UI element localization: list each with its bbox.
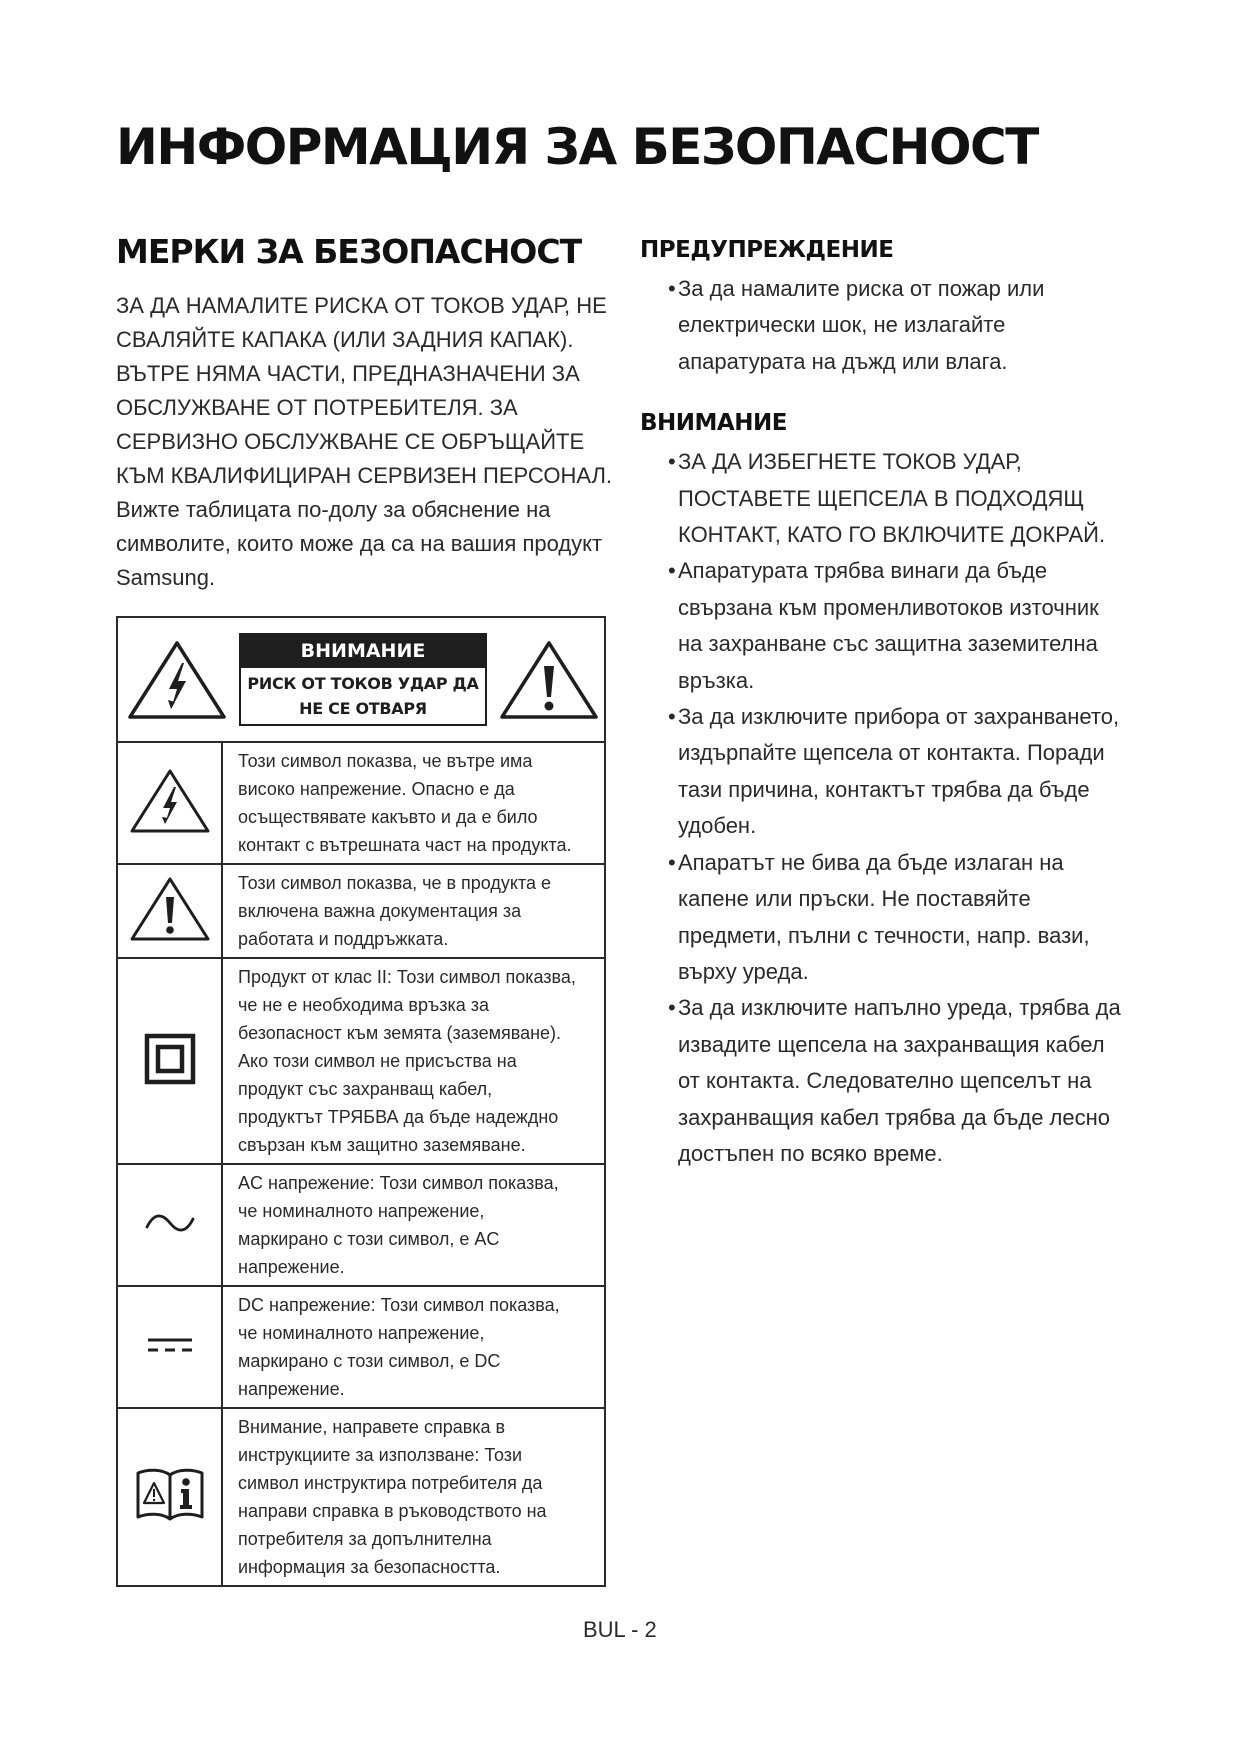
symbol-icon-cell — [117, 1164, 222, 1286]
description-line: информация за безопасността. — [238, 1557, 501, 1577]
description-line: Ако този символ не присъства на — [238, 1051, 517, 1071]
symbol-description — [222, 1164, 605, 1286]
intro-line: Samsung. — [116, 565, 216, 590]
description-line: DC напрежение: Този символ показва, — [238, 1295, 560, 1315]
description-line: маркирано с този символ, е DC — [238, 1351, 501, 1371]
caution-text — [241, 668, 485, 724]
description-line: направи справка в ръководството на — [238, 1501, 547, 1521]
item-line: извадите щепсела на захранващия кабел — [678, 1031, 1105, 1057]
warnings-column — [640, 233, 1140, 1172]
description-line: че не е необходима връзка за — [238, 995, 490, 1015]
bullet-icon: • — [668, 995, 676, 1021]
exclamation-triangle-icon — [128, 875, 212, 943]
symbols-table — [116, 616, 606, 1587]
page-title: ИНФОРМАЦИЯ ЗА БЕЗОПАСНОСТ — [116, 118, 1038, 176]
description-line: осъществявате какъвто и да е било — [238, 807, 538, 827]
symbol-icon-cell — [117, 742, 222, 864]
item-line: удобен. — [678, 813, 757, 839]
table-row — [117, 1164, 605, 1286]
warning-title: ПРЕДУПРЕЖДЕНИЕ — [640, 237, 894, 263]
item-line: капене или пръски. Не поставяйте — [678, 886, 1031, 912]
symbol-description — [222, 742, 605, 864]
item-line: издърпайте щепсела от контакта. Поради — [678, 740, 1105, 766]
description-line: символ инструктира потребителя да — [238, 1473, 543, 1493]
item-line: ЗА ДА ИЗБЕГНЕТЕ ТОКОВ УДАР, — [678, 449, 1022, 475]
table-header-row — [117, 617, 605, 742]
table-row — [117, 864, 605, 958]
dc-lines-icon — [146, 1335, 194, 1355]
intro-line: СВАЛЯЙТЕ КАПАКА (ИЛИ ЗАДНИЯ КАПАК). — [116, 327, 574, 352]
bullet-icon: • — [668, 449, 676, 475]
description-line: високо напрежение. Опасно е да — [238, 779, 515, 799]
item-line: от контакта. Следователно щепселът на — [678, 1068, 1092, 1094]
symbol-icon-cell — [117, 958, 222, 1164]
symbol-description — [222, 864, 605, 958]
lightning-triangle-icon — [126, 639, 228, 721]
caution-list — [640, 444, 1140, 1172]
ac-wave-icon — [144, 1211, 196, 1235]
item-line: За да намалите риска от пожар или — [678, 276, 1045, 301]
list-item — [640, 444, 1140, 553]
intro-paragraph — [116, 289, 616, 595]
symbol-icon-cell — [117, 864, 222, 958]
intro-line: ОБСЛУЖВАНЕ ОТ ПОТРЕБИТЕЛЯ. ЗА — [116, 395, 518, 420]
lightning-triangle-icon — [128, 767, 212, 835]
table-row — [117, 1286, 605, 1408]
item-line: Апаратът не бива да бъде излаган на — [678, 849, 1064, 875]
item-line: върху уреда. — [678, 958, 809, 984]
item-line: апаратурата на дъжд или влага. — [678, 348, 1008, 374]
item-line: достъпен по всяко време. — [678, 1140, 943, 1166]
description-line: Продукт от клас II: Този символ показва, — [238, 967, 576, 987]
description-line: потребителя за допълнителна — [238, 1529, 492, 1549]
list-item — [640, 271, 1140, 380]
description-line: напрежение. — [238, 1257, 345, 1277]
item-line: връзка. — [678, 667, 755, 693]
item-line: КОНТАКТ, КАТО ГО ВКЛЮЧИТЕ ДОКРАЙ. — [678, 522, 1106, 548]
double-square-icon — [144, 1033, 196, 1085]
intro-line: СЕРВИЗНО ОБСЛУЖВАНЕ СЕ ОБРЪЩАЙТЕ — [116, 429, 585, 454]
page-number: BUL - 2 — [583, 1617, 657, 1642]
intro-line: КЪМ КВАЛИФИЦИРАН СЕРВИЗЕН ПЕРСОНАЛ. — [116, 463, 613, 488]
item-line: свързана към променливотоков източник — [678, 594, 1099, 620]
caution-text-line: РИСК ОТ ТОКОВ УДАР ДА — [247, 674, 479, 693]
caution-header-cell — [117, 617, 605, 742]
description-line: Този символ показва, че вътре има — [238, 751, 533, 771]
item-line: на захранване със защитна заземителна — [678, 631, 1098, 657]
list-item — [640, 990, 1140, 1172]
item-line: За да изключите напълно уреда, трябва да — [678, 995, 1121, 1021]
description-line: работата и поддръжката. — [238, 929, 449, 949]
description-line: свързан към защитно заземяване. — [238, 1135, 526, 1155]
list-item — [640, 699, 1140, 845]
description-line: Този символ показва, че в продукта е — [238, 873, 552, 893]
description-line: продукт със захранващ кабел, — [238, 1079, 493, 1099]
bullet-icon: • — [668, 704, 676, 730]
description-line: че номиналното напрежение, — [238, 1201, 485, 1221]
description-line: че номиналното напрежение, — [238, 1323, 485, 1343]
symbol-description — [222, 1286, 605, 1408]
item-line: предмети, пълни с течности, напр. вази, — [678, 922, 1090, 948]
caution-text-line: НЕ СЕ ОТВАРЯ — [299, 699, 427, 718]
table-row — [117, 1408, 605, 1586]
description-line: инструкциите за използване: Този — [238, 1445, 523, 1465]
description-line: Внимание, направете справка в — [238, 1417, 506, 1437]
caution-label-box — [239, 633, 487, 726]
bullet-icon: • — [668, 276, 676, 301]
item-line: тази причина, контактът трябва да бъде — [678, 776, 1090, 802]
section-title: МЕРКИ ЗА БЕЗОПАСНОСТ — [116, 232, 582, 271]
intro-line: ВЪТРЕ НЯМА ЧАСТИ, ПРЕДНАЗНАЧЕНИ ЗА — [116, 361, 580, 386]
symbol-icon-cell — [117, 1408, 222, 1586]
item-line: ПОСТАВЕТЕ ЩЕПСЕЛА В ПОДХОДЯЩ — [678, 485, 1085, 511]
symbol-icon-cell — [117, 1286, 222, 1408]
description-line: AC напрежение: Този символ показва, — [238, 1173, 559, 1193]
list-item — [640, 845, 1140, 991]
list-item — [640, 553, 1140, 699]
item-line: За да изключите прибора от захранването, — [678, 704, 1120, 730]
description-line: контакт с вътрешната част на продукта. — [238, 835, 572, 855]
table-row — [117, 958, 605, 1164]
caution-label: ВНИМАНИЕ — [241, 635, 485, 668]
description-line: безопасност към земята (заземяване). — [238, 1023, 562, 1043]
description-line: продуктът ТРЯБВА да бъде надеждно — [238, 1107, 559, 1127]
description-line: включена важна документация за — [238, 901, 522, 921]
symbol-description — [222, 1408, 605, 1586]
bullet-icon: • — [668, 849, 676, 875]
table-row — [117, 742, 605, 864]
intro-line: Вижте таблицата по-долу за обяснение на — [116, 497, 551, 522]
intro-line: ЗА ДА НАМАЛИТЕ РИСКА ОТ ТОКОВ УДАР, НЕ — [116, 293, 607, 318]
item-line: Апаратурата трябва винаги да бъде — [678, 558, 1048, 584]
description-line: напрежение. — [238, 1379, 345, 1399]
item-line: електрически шок, не излагайте — [678, 312, 1006, 338]
manual-info-icon — [134, 1467, 206, 1523]
safety-precautions-section — [116, 232, 616, 595]
caution-title: ВНИМАНИЕ — [640, 410, 787, 437]
bullet-icon: • — [668, 558, 676, 584]
item-line: захранващия кабел трябва да бъде лесно — [678, 1104, 1110, 1130]
warning-list — [640, 271, 1140, 380]
exclamation-triangle-icon — [498, 639, 600, 721]
intro-line: символите, които може да са на вашия продукт — [116, 531, 603, 556]
description-line: маркирано с този символ, е AC — [238, 1229, 500, 1249]
symbol-description — [222, 958, 605, 1164]
